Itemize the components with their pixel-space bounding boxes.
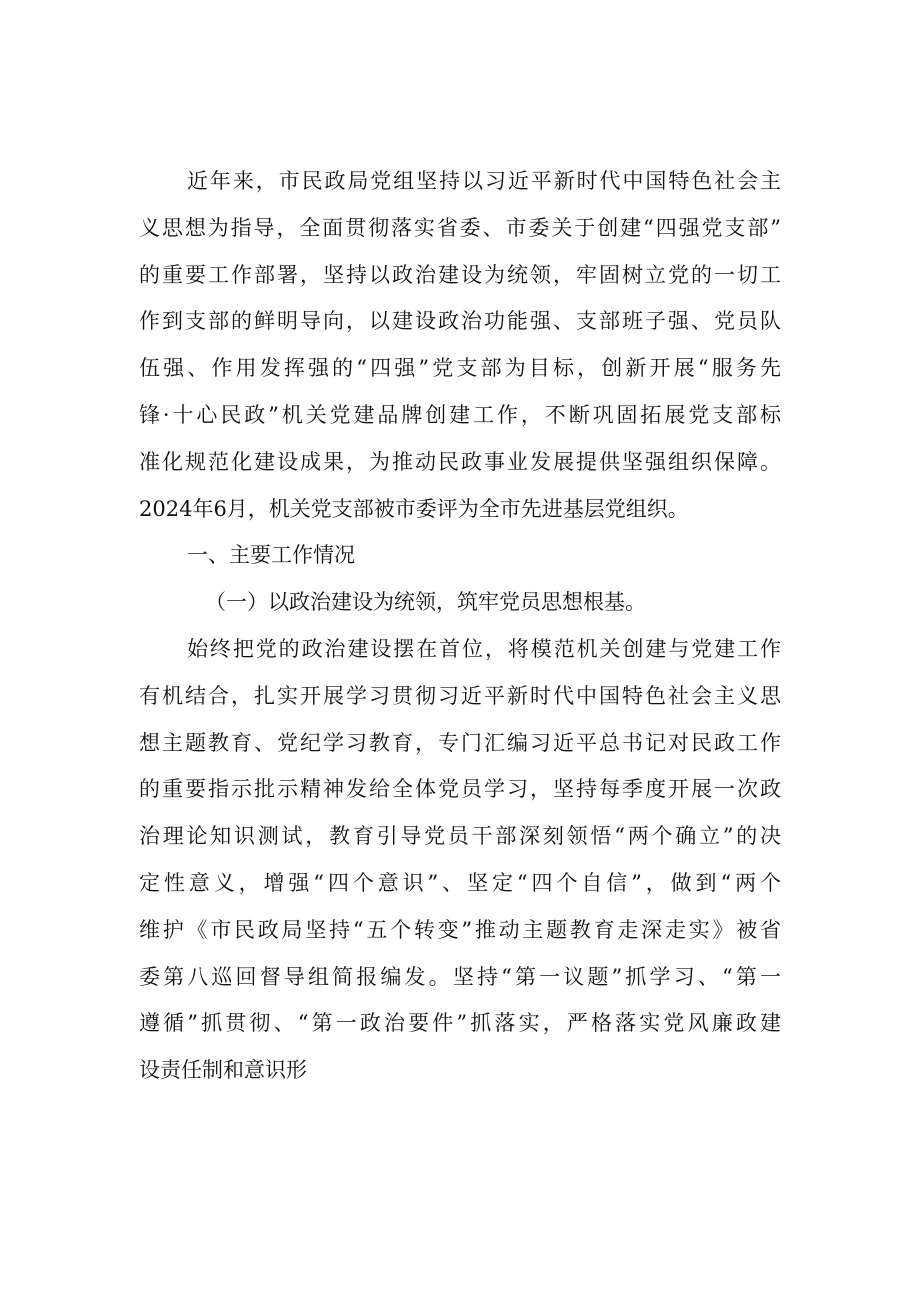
paragraph-line: 的重要工作部署，坚持以政治建设为统领，牢固树立党的一切工 — [139, 262, 781, 287]
paragraph-line: 想主题教育、党纪学习教育，专门汇编习近平总书记对民政工作 — [139, 730, 781, 755]
document-body — [139, 158, 781, 1094]
paragraph-line: 始终把党的政治建设摆在首位，将模范机关创建与党建工作 — [187, 636, 781, 661]
subsection-heading: （一）以政治建设为统领，筑牢党员思想根基。 — [205, 590, 646, 615]
section-heading: 一、主要工作情况 — [187, 543, 355, 568]
paragraph-line: 维护《市民政局坚持“五个转变”推动主题教育走深走实》被省 — [139, 917, 781, 942]
paragraph-line: 有机结合，扎实开展学习贯彻习近平新时代中国特色社会主义思 — [139, 683, 781, 708]
paragraph-line: 义思想为指导，全面贯彻落实省委、市委关于创建“四强党支部” — [139, 215, 781, 240]
paragraph-line: 作到支部的鲜明导向，以建设政治功能强、支部班子强、党员队 — [139, 309, 781, 334]
paragraph-line: 近年来，市民政局党组坚持以习近平新时代中国特色社会主 — [187, 169, 781, 193]
paragraph-line: 2024年6月，机关党支部被市委评为全市先进基层党组织。 — [139, 496, 689, 521]
paragraph-line: 设责任制和意识形 — [139, 1058, 307, 1083]
paragraph-line: 遵循”抓贯彻、“第一政治要件”抓落实，严格落实党风廉政建 — [139, 1011, 781, 1036]
paragraph-line: 委第八巡回督导组简报编发。坚持“第一议题”抓学习、“第一 — [139, 964, 781, 989]
paragraph-line: 的重要指示批示精神发给全体党员学习，坚持每季度开展一次政 — [139, 777, 781, 802]
paragraph-line: 准化规范化建设成果，为推动民政事业发展提供坚强组织保障。 — [139, 449, 781, 474]
paragraph-line: 定性意义，增强“四个意识”、坚定“四个自信”，做到“两个 — [139, 870, 781, 895]
paragraph-line: 治理论知识测试，教育引导党员干部深刻领悟“两个确立”的决 — [139, 824, 781, 849]
paragraph-line: 伍强、作用发挥强的“四强”党支部为目标，创新开展“服务先 — [139, 356, 781, 381]
paragraph-line: 锋·十心民政”机关党建品牌创建工作，不断巩固拓展党支部标 — [139, 402, 781, 427]
